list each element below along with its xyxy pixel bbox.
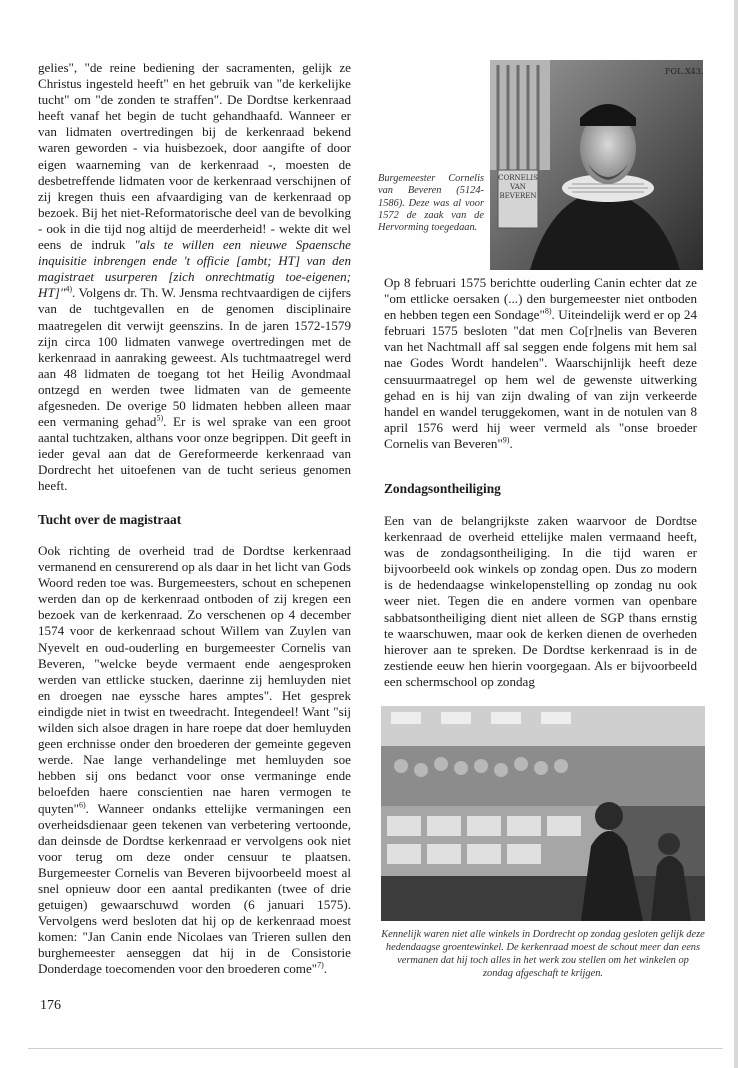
body-text-right-after [384,513,697,690]
text-run: . Wanneer ondanks ettelijke vermaningen een overheidsdienaar geen tekenen van verbetering vertoonde, dan deinsde de Dordtse kerkenraad er vervolgens ook niet voor terug om deze onder censuur te plaatsen. Burgemeester Cornelis van Beveren bijvoorbeeld moest al snel opnieuw door een aantal predikanten (twee of drie getuigen) gewaarschuwd worden (6 januari 1575). Vervolgens werd besloten dat hij op de kerkenraad moest komen: "Jan Canin ende Nicolaes van Trieren sullen den burghemeester aenseggen dat hij in de Consistorie Donderdage toecomenden voor den broederen come" [38,800,351,977]
portrait-label-plaque: CORNELIS VAN BEVEREN [498,174,538,200]
shop-photo[interactable] [381,706,705,921]
paragraph: Een van de belangrijkste zaken waarvoor de Dordtse kerkenraad de overheid ettelijke malen vermaand heeft, was de zondagsontheiliging. In die tijd waren er bijvoorbeeld ook winkels op zondag open. Dus zo modern is de hedendaagse winkelopenstelling op zondag nu ook weer niet. Tegen die en andere vormen van openbare sabbatsontheiliging dient niet alleen de SGP thans ernstig te waarschuwen, maar ook de kerken dienen de overheden hierover aan te spreken. De Dordtse kerkenraad is in de zestiende eeuw hen hierin voorgegaan. Als er bijvoorbeeld een schermschool op zondag [384,513,697,689]
portrait-image[interactable] [490,60,703,270]
footnote-ref[interactable]: 6) [78,800,86,810]
footnote-ref[interactable]: 7) [317,961,324,971]
text-run: gelies", "de reine bediening der sacramenten, gelijk ze Christus ingesteld heeft" en het gebruik van "de kerkelijke tucht" om "de zonden te straffen". De Dordtse kerkenraad heeft vanaf het begin de tucht gehandhaafd. Wanneer er van lidmaten overtredingen bij de kerkenraad bekend waren geworden - via huisbezoek, door aangifte of door eigen waarneming van de kerkenraad -, moesten de desbetreffende lidmaten voor de kerkenraad verschijnen of zij kregen thuis een afvaardiging van de kerkenraad op bezoek. Bij het niet-Reformatorische deel van de bevolking - ook in die tijd nog altijd de meerderheid! - wekte dit wel eens de indruk [38,60,351,253]
text-run: . Volgens dr. Th. W. Jensma rechtvaardigen de cijfers van de tuchtgevallen en de genomen disciplinaire maatregelen dit verwijt geenszins. In de jaren 1572-1579 zijn circa 100 lidmaten vanwege overtredingen met de kerkenraad in aanraking geweest. Als tuchtmaatregel werd aan 48 lidmaten de toegang tot het Heilig Avondmaal ontzegd en werden twee lidmaten van de gemeente afgesneden. De overige 50 lidmaten hebben alleen maar een vermaning gehad [38,285,351,430]
section-heading: Tucht over de magistraat [38,512,182,527]
text-run: Ook richting de overheid trad de Dordtse kerkenraad vermanend en censurerend op als daar in het licht van Gods Woord reden toe was. Burgemeesters, schout en schepenen werden dan op de kerkenraad ontboden of zij kregen een bezoek van de kerkenraad. Zo verschenen op 4 december 1574 voor de kerkenraad schout Willem van Zuylen van Nyevelt en oud-ouderling en burgemeester Cornelis van Beveren, "welcke beyde vermaent ende aengesproken werden van ettlicke stucken, daerinne zij hemluyden niet en droegen nae eyssche hares amptes". Het gesprek eindigde niet in twist en tweedracht. Integendeel! Want "sij wilden sich alsoe dragen in hare roepe dat doer hemluyden geen erchnisse onder den broederen der gemeinte gegeven werde. Nae lange verhandelinge met hemluyden soe hebben sij ons bedanct voor onse vermaninge ende beloefden haere conscientien nae haren vermogen te quyten" [38,543,351,816]
text-run: Op 8 februari 1575 berichtte ouderling Canin echter dat ze "om ettlicke oersaken (...) den burgemeester niet ontboden en hebben tegen een Sondage" [384,275,697,323]
footnote-ref[interactable]: 9) [502,435,510,445]
text-run: . [323,961,328,977]
text-run: . Uiteindelijk werd er op 24 februari 1575 besloten "dat men Co[r]nelis van Beveren van het Nachtmall aff sal seggen ende folgens mit hem sal nae Godes Wordt handelen". Waarschijnlijk heeft deze censuurmaatregel op hem wel de gewenste uitwerking gehad en is hij van zijn dwaling of van zijn verkeerde handel en wandel teruggekomen, want in de notulen van 8 april 1576 werd hij weer vermeld als "onse broeder Cornelis van Beveren" [384,307,697,451]
bottom-rule [28,1048,723,1049]
folio-mark: FOL.X43. [665,67,703,76]
shop-caption: Kennelijk waren niet alle winkels in Dordrecht op zondag gesloten gelijk deze hedendaagse groentewinkel. De kerkenraad moest de schout meer dan eens vermanen dat hij toch alles in het werk zou stellen om het winkelen op zondag afgeschaft te krijgen. [381,929,705,979]
footnote-ref[interactable]: 8) [544,306,552,316]
body-text-right-mid [384,275,697,452]
page-edge [734,0,738,1068]
body-text-left-bottom [38,543,351,978]
shop-drawing [381,706,705,921]
paragraph [38,543,351,978]
portrait-caption: Burgemeester Cornelis van Beveren (5124-1586). Deze was al voor 1572 de zaak van de Hervorming toegedaan. [378,173,484,234]
footnote-ref[interactable]: 4) [65,284,73,294]
quote: "als te willen een nieuwe Spaensche inquisitie inbrengen ende 't officie [ambt; HT] van den magistraet usurperen [zich onrechtmatig toe-eigenen; HT]" [38,237,351,301]
paragraph [384,275,697,452]
page-number: 176 [40,998,61,1013]
footnote-ref[interactable]: 5) [156,413,164,423]
text-run: . Er is wel sprake van een groot aantal tuchtzaken, althans voor onze begrippen. Dit geeft in ieder geval aan dat de Gereformeerde kerkenraad van Dordrecht het uitoefenen van de tucht serieus genomen heeft. [38,414,351,494]
text-run: . [509,435,513,451]
body-text-left-top [38,60,351,495]
portrait-drawing [490,60,703,270]
paragraph [38,60,351,495]
section-heading: Zondagsontheiliging [384,481,501,496]
